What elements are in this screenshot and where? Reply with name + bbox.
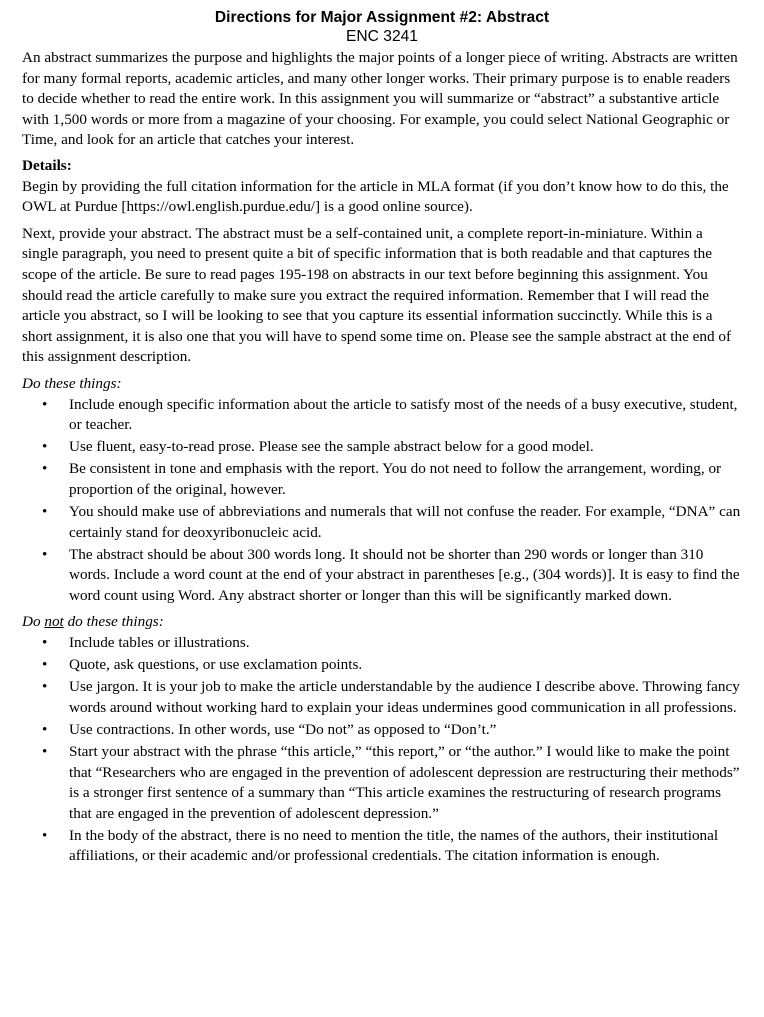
list-item: [22, 395, 742, 436]
bullet-icon: •: [42, 634, 48, 652]
list-item: [22, 502, 742, 543]
list-item: [22, 655, 742, 676]
list-item-text: Use fluent, easy-to-read prose. Please see the sample abstract below for a good model.: [69, 438, 594, 456]
list-item-text: Be consistent in tone and emphasis with the report. You do not need to follow the arrangement, wording, or proportion of the original, however.: [69, 460, 722, 498]
do-not-heading-start: Do: [22, 613, 45, 631]
list-item-text: Include tables or illustrations.: [69, 634, 250, 652]
bullet-icon: •: [42, 743, 48, 760]
do-list: [22, 395, 742, 607]
do-these-things-heading: Do these things:: [22, 374, 122, 392]
list-item-text: Include enough specific information about the article to satisfy most of the needs of a busy executive, student, or teacher.: [69, 395, 738, 434]
list-item: [22, 459, 742, 500]
bullet-icon: •: [42, 656, 48, 674]
list-item: [22, 677, 742, 718]
bullet-icon: •: [42, 502, 48, 520]
list-item: [22, 633, 742, 654]
document-title: Directions for Major Assignment #2: Abstract: [214, 9, 550, 26]
bullet-icon: •: [42, 460, 48, 478]
list-item: [22, 742, 742, 824]
intro-paragraph: An abstract summarizes the purpose and highlights the major points of a longer piece of writing. Abstracts are written for many formal reports, academic articles, and many other longer works. Their primary purpose is to enable readers to decide whether to read the entire work. In this assignment you will summarize or “abstract” a substantive article with 1,500 words or more from a magazine of your choosing. For example, you could select National Geographic or Time, and look for an article that catches your interest.: [22, 49, 738, 149]
details-heading: Details:: [22, 156, 72, 174]
list-item-text: Quote, ask questions, or use exclamation points.: [69, 656, 363, 674]
bullet-icon: •: [42, 395, 48, 413]
list-item-text: You should make use of abbreviations and numerals that will not confuse the reader. For example, “DNA” can certainly stand for deoxyribonucleic acid.: [69, 502, 741, 541]
list-item-text: Use contractions. In other words, use “Do not” as opposed to “Don’t.”: [69, 720, 497, 738]
list-item: [22, 437, 742, 458]
do-not-heading-emphasis: not: [44, 613, 64, 631]
list-item-text: The abstract should be about 300 words long. It should not be shorter than 290 words or longer than 310 words. Include a word count at the end of your abstract in parentheses [e.g., (304 words)]. It is easy to find the word count using Word. Any abstract shorter or longer than this will be significantly marked down.: [69, 545, 740, 604]
bullet-icon: •: [42, 678, 48, 696]
list-item: [22, 826, 742, 867]
abstract-paragraph: Next, provide your abstract. The abstract must be a self-contained unit, a complete report-in-miniature. Within a single paragraph, you need to present quite a bit of specific information that is both readable and that captures the scope of the article. Be sure to read pages 195-198 on abstracts in our text before beginning this assignment. You should read the article carefully to make sure you extract the required information. Remember that I will read the article you abstract, so I will be looking to see that you capture its essential information succinctly. While this is a short assignment, it is also one that you will have to spend some time on. Please see the sample abstract at the end of this assignment description.: [22, 224, 732, 366]
do-not-heading: [22, 612, 742, 633]
course-code: ENC 3241: [346, 28, 418, 45]
citation-paragraph: Begin by providing the full citation information for the article in MLA format (if you don’t know how to do this, the OWL at Purdue [https://owl.english.purdue.edu/] is a good online source).: [22, 177, 729, 216]
list-item-text: Use jargon. It is your job to make the article understandable by the audience I describe above. Throwing fancy words around without working hard to explain your ideas undermines good communication in all professions.: [69, 678, 740, 716]
bullet-icon: •: [42, 545, 48, 563]
list-item-text: Start your abstract with the phrase “this article,” “this report,” or “the author.” I would like to make the point that “Researchers who are engaged in the prevention of adolescent depression are restructuring their methods” is a stronger first sentence of a summary than “This article examines the restructuring of research programs that are engaged in the prevention of adolescent depression.”: [69, 743, 740, 822]
list-item: [22, 545, 742, 607]
do-not-heading-end: do these things:: [63, 613, 164, 631]
bullet-icon: •: [42, 826, 48, 844]
bullet-icon: •: [42, 438, 48, 456]
bullet-icon: •: [42, 720, 48, 738]
list-item: [22, 720, 742, 741]
list-item-text: In the body of the abstract, there is no need to mention the title, the names of the authors, their institutional affiliations, or their academic and/or professional credentials. The citation information is enough.: [69, 826, 719, 865]
do-not-list: [22, 633, 742, 867]
